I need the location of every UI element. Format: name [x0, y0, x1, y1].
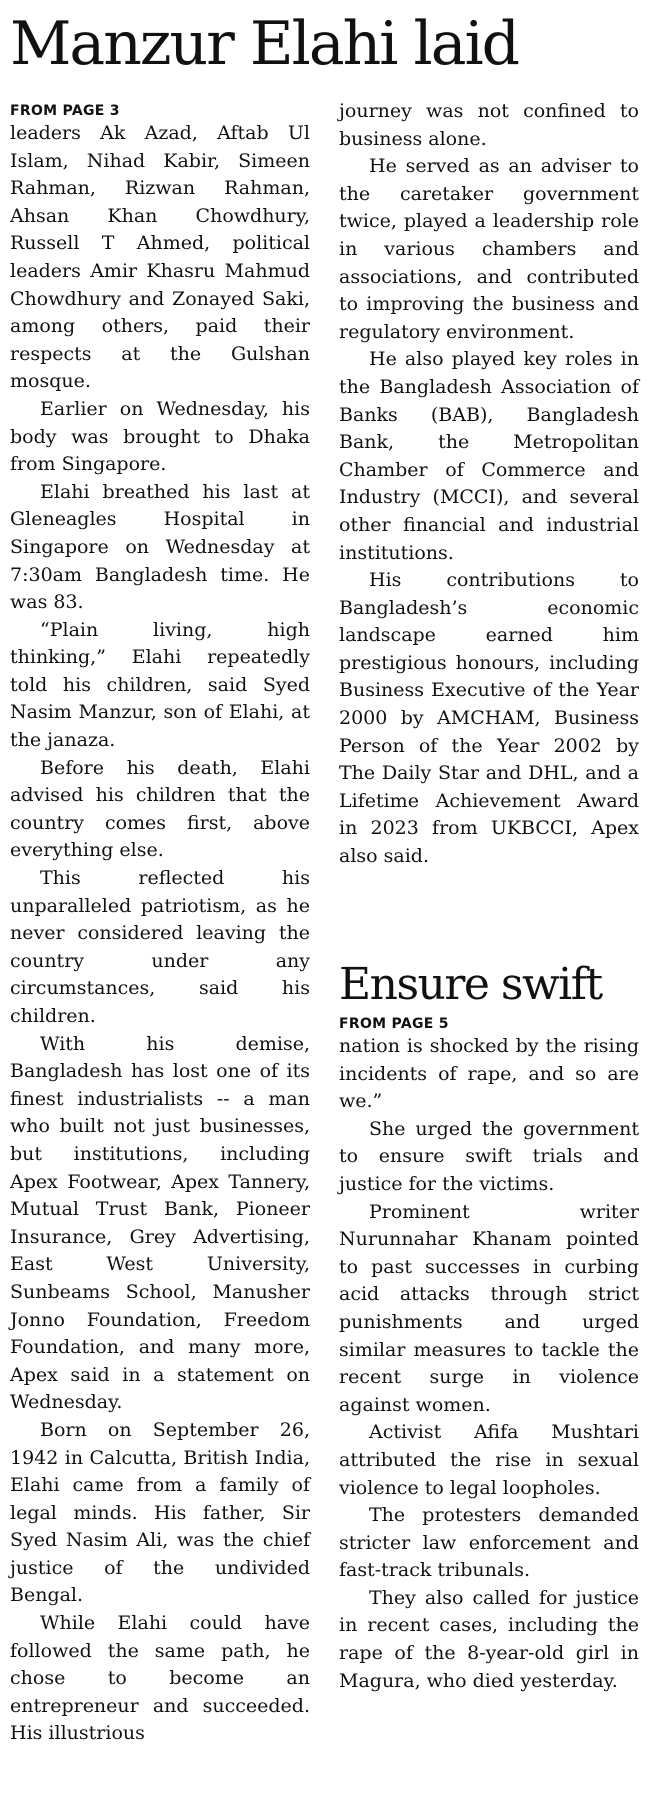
- second-story-paragraph: The protesters demanded stricter law enforcement and fast-track tribunals.: [339, 1504, 639, 1582]
- second-story-headline: Ensure swift: [339, 959, 602, 1010]
- second-story-kicker: FROM PAGE 5: [339, 1016, 449, 1032]
- second-story: [339, 959, 639, 1695]
- story-paragraph: While Elahi could have followed the same path, he chose to become an entrepreneur and succeeded. His illustrious: [10, 1612, 310, 1745]
- story-paragraph: His contributions to Bangladesh’s economic landscape earned him prestigious honours, including Business Executive of the Year 2000 by AMCHAM, Business Person of the Year 2002 by The Daily Star and DHL, and a Lifetime Achievement Award in 2023 from UKBCCI, Apex also said.: [339, 569, 639, 868]
- second-story-paragraph: Prominent writer Nurunnahar Khanam pointed to past successes in curbing acid attacks through strict punishments and urged similar measures to tackle the recent surge in violence against women.: [339, 1200, 639, 1416]
- story-right-column: [339, 98, 639, 871]
- story-paragraph: “Plain living, high thinking,” Elahi repeatedly told his children, said Syed Nasim Manzur, son of Elahi, at the janaza.: [10, 618, 310, 752]
- story-paragraph: This reflected his unparalleled patriotism, as he never considered leaving the country under any circumstances, said his children.: [10, 867, 310, 1027]
- story-left-column: [10, 98, 310, 1748]
- story-paragraph: Born on September 26, 1942 in Calcutta, British India, Elahi came from a family of legal minds. His father, Sir Syed Nasim Ali, was the chief justice of the undivided Bengal.: [10, 1418, 310, 1607]
- story-paragraph: Earlier on Wednesday, his body was brought to Dhaka from Singapore.: [10, 397, 310, 476]
- story-headline: Manzur Elahi laid: [10, 9, 519, 79]
- story-kicker: FROM PAGE 3: [10, 103, 120, 119]
- story-paragraph: With his demise, Bangladesh has lost one of its finest industrialists -- a man who built not just businesses, but institutions, including Apex Footwear, Apex Tannery, Mutual Trust Bank, Pioneer Insurance, Grey Advertising, East West University, Sunbeams School, Manusher Jonno Foundation, Freedom Foundation, and many more, Apex said in a statement on Wednesday.: [10, 1032, 310, 1414]
- story-paragraph: journey was not confined to business alone.: [339, 100, 639, 150]
- second-story-paragraph: Activist Afifa Mushtari attributed the rise in sexual violence to legal loopholes.: [339, 1421, 639, 1499]
- story-paragraph: Elahi breathed his last at Gleneagles Hospital in Singapore on Wednesday at 7:30am Bangladesh time. He was 83.: [10, 480, 310, 614]
- story-paragraph: He also played key roles in the Bangladesh Association of Banks (BAB), Bangladesh Bank, the Metropolitan Chamber of Commerce and Industry (MCCI), and several other financial and industrial institutions.: [339, 348, 639, 564]
- second-story-paragraph: She urged the government to ensure swift trials and justice for the victims.: [339, 1117, 639, 1195]
- story-paragraph: leaders Ak Azad, Aftab Ul Islam, Nihad Kabir, Simeen Rahman, Rizwan Rahman, Ahsan Khan Chowdhury, Russell T Ahmed, political leaders Amir Khasru Mahmud Chowdhury and Zonayed Saki, among others, paid their respects at the Gulshan mosque.: [10, 122, 310, 393]
- second-story-paragraph: nation is shocked by the rising incidents of rape, and so are we.”: [339, 1035, 639, 1113]
- story-paragraph: He served as an adviser to the caretaker government twice, played a leadership role in various chambers and associations, and contributed to improving the business and regulatory environment.: [339, 155, 639, 343]
- story-paragraph: Before his death, Elahi advised his children that the country comes first, above everything else.: [10, 756, 310, 862]
- second-story-paragraph: They also called for justice in recent cases, including the rape of the 8-year-old girl in Magura, who died yesterday.: [339, 1586, 639, 1692]
